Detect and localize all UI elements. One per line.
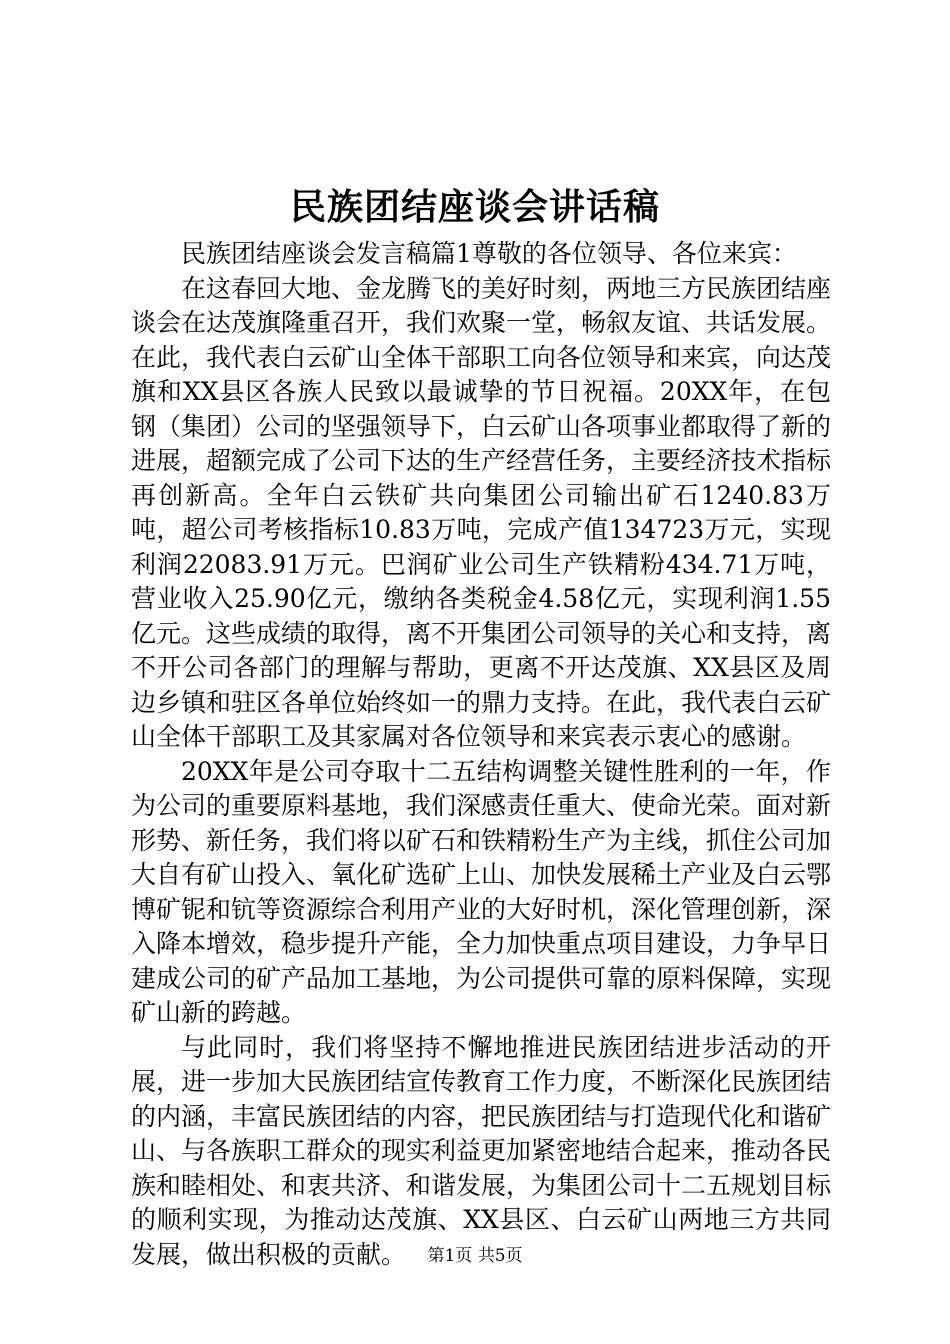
paragraph-plans: 20XX年是公司夺取十二五结构调整关键性胜利的一年，作为公司的重要原料基地，我们深感责任重大、使命光荣。面对新形势、新任务，我们将以矿石和铁精粉生产为主线，抓住公司加大自有矿山投入、氧化矿选矿上山、加快发展稀土产业及白云鄂博矿铌和钪等资源综合利用产业的大好时机，深化管理创新，深入降本增效，稳步提升产能，全力加快重点项目建设，力争早日建成公司的矿产品加工基地，为公司提供可靠的原料保障，实现矿山新的跨越。: [131, 756, 832, 1027]
page-footer: 第1页 共5页: [427, 1246, 523, 1266]
paragraph-achievements: 在这春回大地、金龙腾飞的美好时刻，两地三方民族团结座谈会在达茂旗隆重召开，我们欢聚一堂，畅叙友谊、共话发展。在此，我代表白云矿山全体干部职工向各位领导和来宾，向达茂旗和XX县区各族人民致以最诚挚的节日祝福。20XX年，在包钢（集团）公司的坚强领导下，白云矿山各项事业都取得了新的进展，超额完成了公司下达的生产经营任务，主要经济技术指标再创新高。全年白云铁矿共向集团公司输出矿石1240.83万吨，超公司考核指标10.83万吨，完成产值134723万元，实现利润22083.91万元。巴润矿业公司生产铁精粉434.71万吨，营业收入25.90亿元，缴纳各类税金4.58亿元，实现利润1.55亿元。这些成绩的取得，离不开集团公司领导的关心和支持，离不开公司各部门的理解与帮助，更离不开达茂旗、XX县区及周边乡镇和驻区各单位始终如一的鼎力支持。在此，我代表白云矿山全体干部职工及其家属对各位领导和来宾表示衷心的感谢。: [131, 273, 832, 751]
paragraph-intro: 民族团结座谈会发言稿篇1尊敬的各位领导、各位来宾：: [181, 239, 797, 268]
document-title: 民族团结座谈会讲话稿: [289, 186, 660, 228]
document-body: [131, 237, 831, 1272]
paragraph-unity: 与此同时，我们将坚持不懈地推进民族团结进步活动的开展，进一步加大民族团结宣传教育工作力度，不断深化民族团结的内涵，丰富民族团结的内容，把民族团结与打造现代化和谐矿山、与各族职工群众的现实利益更加紧密地结合起来，推动各民族和睦相处、和衷共济、和谐发展，为集团公司十二五规划目标的顺利实现，为推动达茂旗、XX县区、白云矿山两地三方共同发展，做出积极的贡献。: [131, 1032, 832, 1269]
